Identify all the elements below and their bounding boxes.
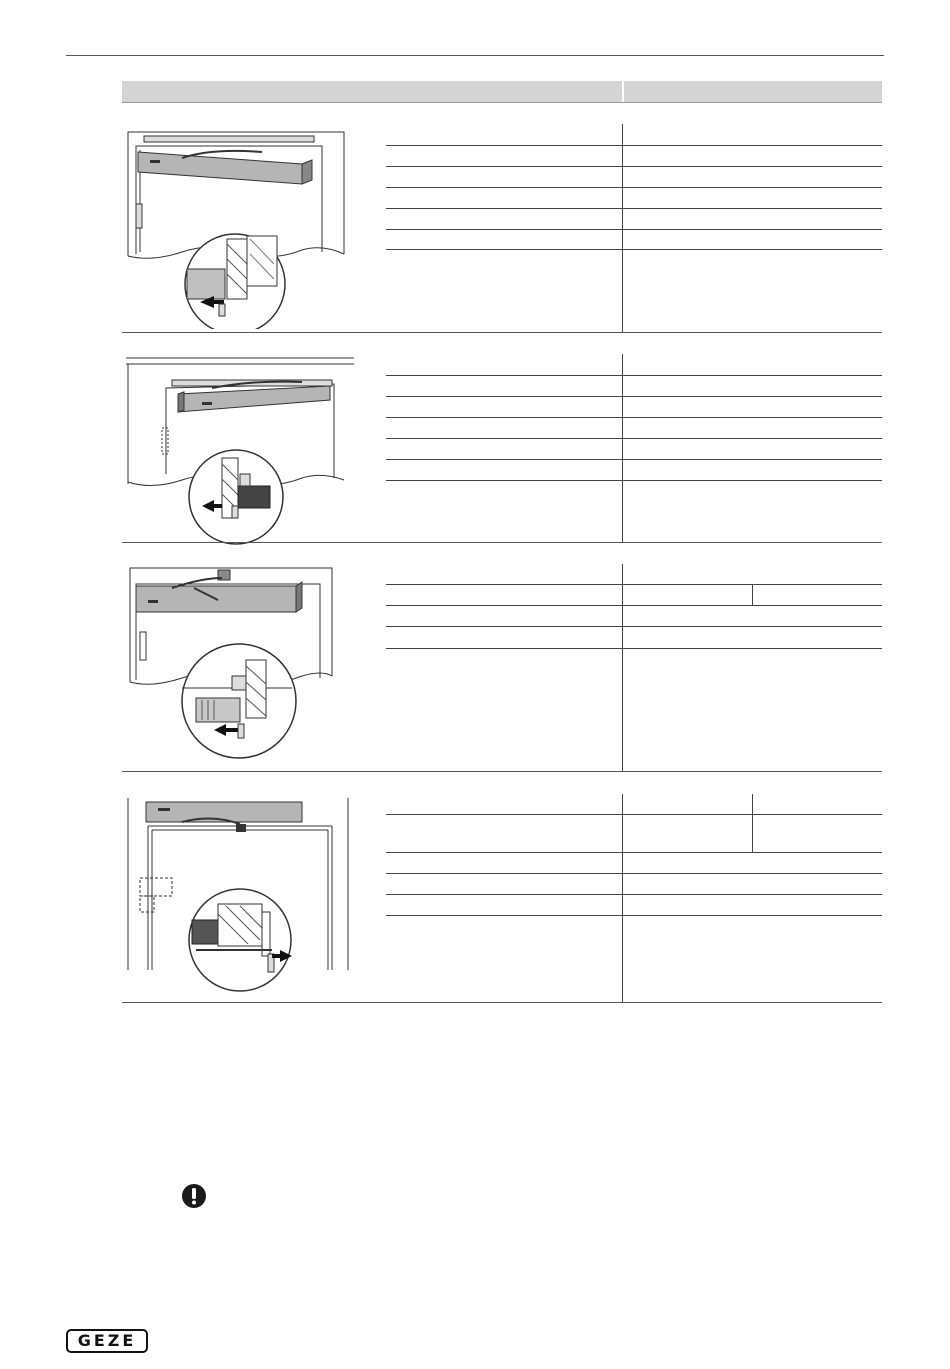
table-row-line	[386, 814, 882, 815]
table-row-line	[386, 417, 882, 418]
table-subcolumn-line	[752, 794, 753, 852]
table-row-line	[386, 480, 882, 481]
table-header-bar	[122, 81, 882, 103]
figure-door-closer-2	[122, 354, 362, 546]
exclamation-circle-icon	[181, 1183, 207, 1209]
table-column-line	[622, 124, 623, 332]
table-row-line	[386, 438, 882, 439]
table-column-line	[622, 564, 623, 771]
table-row-line	[386, 584, 882, 585]
table-row-line	[386, 605, 882, 606]
table-column-line	[622, 794, 623, 1002]
table-row-line	[386, 249, 882, 250]
figure-door-closer-4	[122, 794, 362, 998]
section-rule	[122, 332, 882, 333]
section-rule	[122, 1002, 882, 1003]
figure-door-closer-1	[122, 124, 362, 329]
table-header-separator	[622, 81, 624, 102]
table-row-line	[386, 648, 882, 649]
table-row-line	[386, 375, 882, 376]
table-row-line	[386, 459, 882, 460]
table-row-line	[386, 208, 882, 209]
table-row-line	[386, 894, 882, 895]
table-row-line	[386, 915, 882, 916]
table-row-line	[386, 229, 882, 230]
table-row-line	[386, 626, 882, 627]
table-row-line	[386, 187, 882, 188]
table-row-line	[386, 396, 882, 397]
table-row-line	[386, 166, 882, 167]
top-rule	[66, 55, 884, 56]
table-subcolumn-line	[752, 584, 753, 605]
table-row-line	[386, 873, 882, 874]
figure-door-closer-3	[122, 564, 362, 764]
table-row-line	[386, 852, 882, 853]
table-column-line	[622, 354, 623, 542]
section-rule	[122, 771, 882, 772]
section-rule	[122, 542, 882, 543]
geze-logo	[66, 1329, 148, 1353]
logo-text: GEZE	[77, 1331, 137, 1350]
table-row-line	[386, 145, 882, 146]
